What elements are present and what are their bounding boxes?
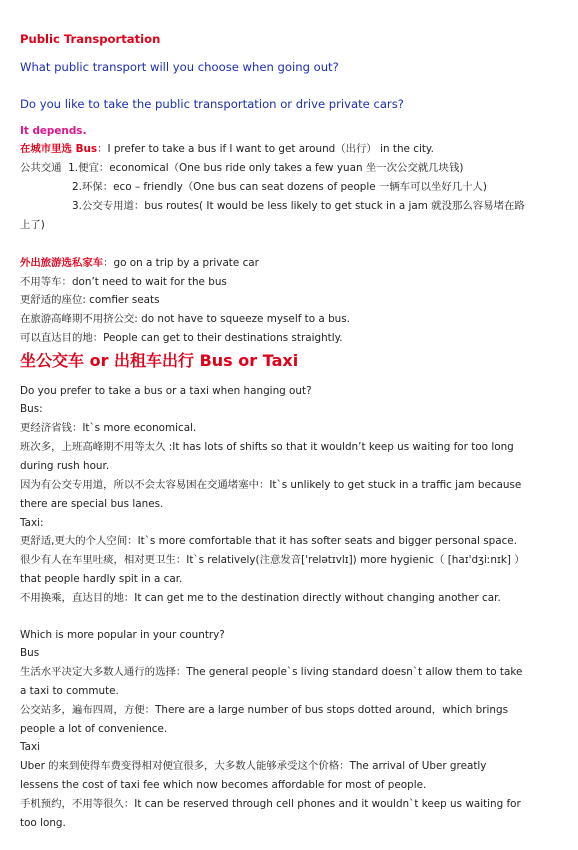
- city-item-3: 3.公交专用道：bus routes( It would be less likely to get stuck in a jam 就没那么容易堵在路: [72, 200, 525, 212]
- section2-line: there are special bus lanes.: [20, 498, 164, 510]
- section3-line: Taxi: [20, 741, 41, 753]
- section2-line: 很少有人在车里吐痰，相对更卫生：It`s relatively(注意发音['relətɪvlɪ]) more hygienic（ [haɪ'dʒiːnɪk] ）: [20, 554, 525, 566]
- city-prefix: 公共交通: [20, 162, 62, 174]
- trip-line: [20, 256, 259, 270]
- city-text: ：I prefer to take a bus if I want to get around（出行） in the city.: [97, 143, 434, 155]
- section3-line: 手机预约，不用等很久：It can be reserved through cell phones and it wouldn`t keep us waiting for: [20, 798, 521, 810]
- section2-line: 不用换乘，直达目的地：It can get me to the destination directly without changing another car.: [20, 592, 501, 604]
- section2-line: 因为有公交专用道，所以不会太容易困在交通堵塞中：It`s unlikely to get stuck in a traffic jam because: [20, 479, 522, 491]
- city-label: 在城市里选 Bus: [20, 143, 98, 155]
- section3-line: Uber 的来到使得车费变得相对便宜很多，大多数人能够承受这个价格：The arrival of Uber greatly: [20, 760, 487, 772]
- section3-line: Which is more popular in your country?: [20, 629, 225, 641]
- trip-text: ：go on a trip by a private car: [103, 257, 259, 269]
- question-1: What public transport will you choose when going out?: [20, 60, 339, 74]
- section2-line: Bus:: [20, 403, 43, 415]
- section3-line: people a lot of convenience.: [20, 723, 168, 735]
- city-item-1: 1.便宜：economical（One bus ride only takes a few yuan 坐一次公交就几块钱): [68, 162, 464, 174]
- city-item-3-cont: 上了): [20, 219, 45, 231]
- section2-line: 更经济省钱：It`s more economical.: [20, 422, 197, 434]
- city-line: [20, 142, 434, 156]
- section3-line: a taxi to commute.: [20, 685, 119, 697]
- section2-line: that people hardly spit in a car.: [20, 573, 183, 585]
- doc-title: Public Transportation: [20, 32, 161, 46]
- section2-line: Taxi:: [20, 517, 44, 529]
- section3-line: Bus: [20, 647, 40, 659]
- trip-item: 更舒适的座位: comfier seats: [20, 294, 160, 306]
- section2-line: 更舒适,更大的个人空间：It`s more comfortable that it has softer seats and bigger personal space.: [20, 535, 518, 547]
- it-depends: It depends.: [20, 125, 87, 137]
- trip-item: 不用等车：don’t need to wait for the bus: [20, 276, 227, 288]
- section3-line: too long.: [20, 817, 66, 829]
- section2-line: during rush hour.: [20, 460, 110, 472]
- section3-line: 生活水平决定大多数人通行的选择：The general people`s living standard doesn`t allow them to take: [20, 666, 523, 678]
- city-item-1-line: [20, 161, 463, 175]
- section3-line: lessens the cost of taxi fee which now becomes affordable for most of people.: [20, 779, 427, 791]
- trip-item: 可以直达目的地：People can get to their destinations straightly.: [20, 332, 343, 344]
- section3-line: 公交站多，遍布四周，方便：There are a large number of bus stops dotted around，which brings: [20, 704, 509, 716]
- trip-item: 在旅游高峰期不用挤公交: do not have to squeeze myself to a bus.: [20, 313, 350, 325]
- trip-label: 外出旅游选私家车: [20, 257, 104, 269]
- city-item-2: 2.环保：eco – friendly（One bus can seat dozens of people 一辆车可以坐好几十人): [72, 181, 487, 193]
- question-2: Do you like to take the public transportation or drive private cars?: [20, 97, 404, 111]
- section2-line: Do you prefer to take a bus or a taxi when hanging out?: [20, 385, 312, 397]
- section-heading: 坐公交车 or 出租车出行 Bus or Taxi: [20, 351, 299, 370]
- section2-line: 班次多，上班高峰期不用等太久 :It has lots of shifts so that it wouldn’t keep us waiting for too long: [20, 441, 514, 453]
